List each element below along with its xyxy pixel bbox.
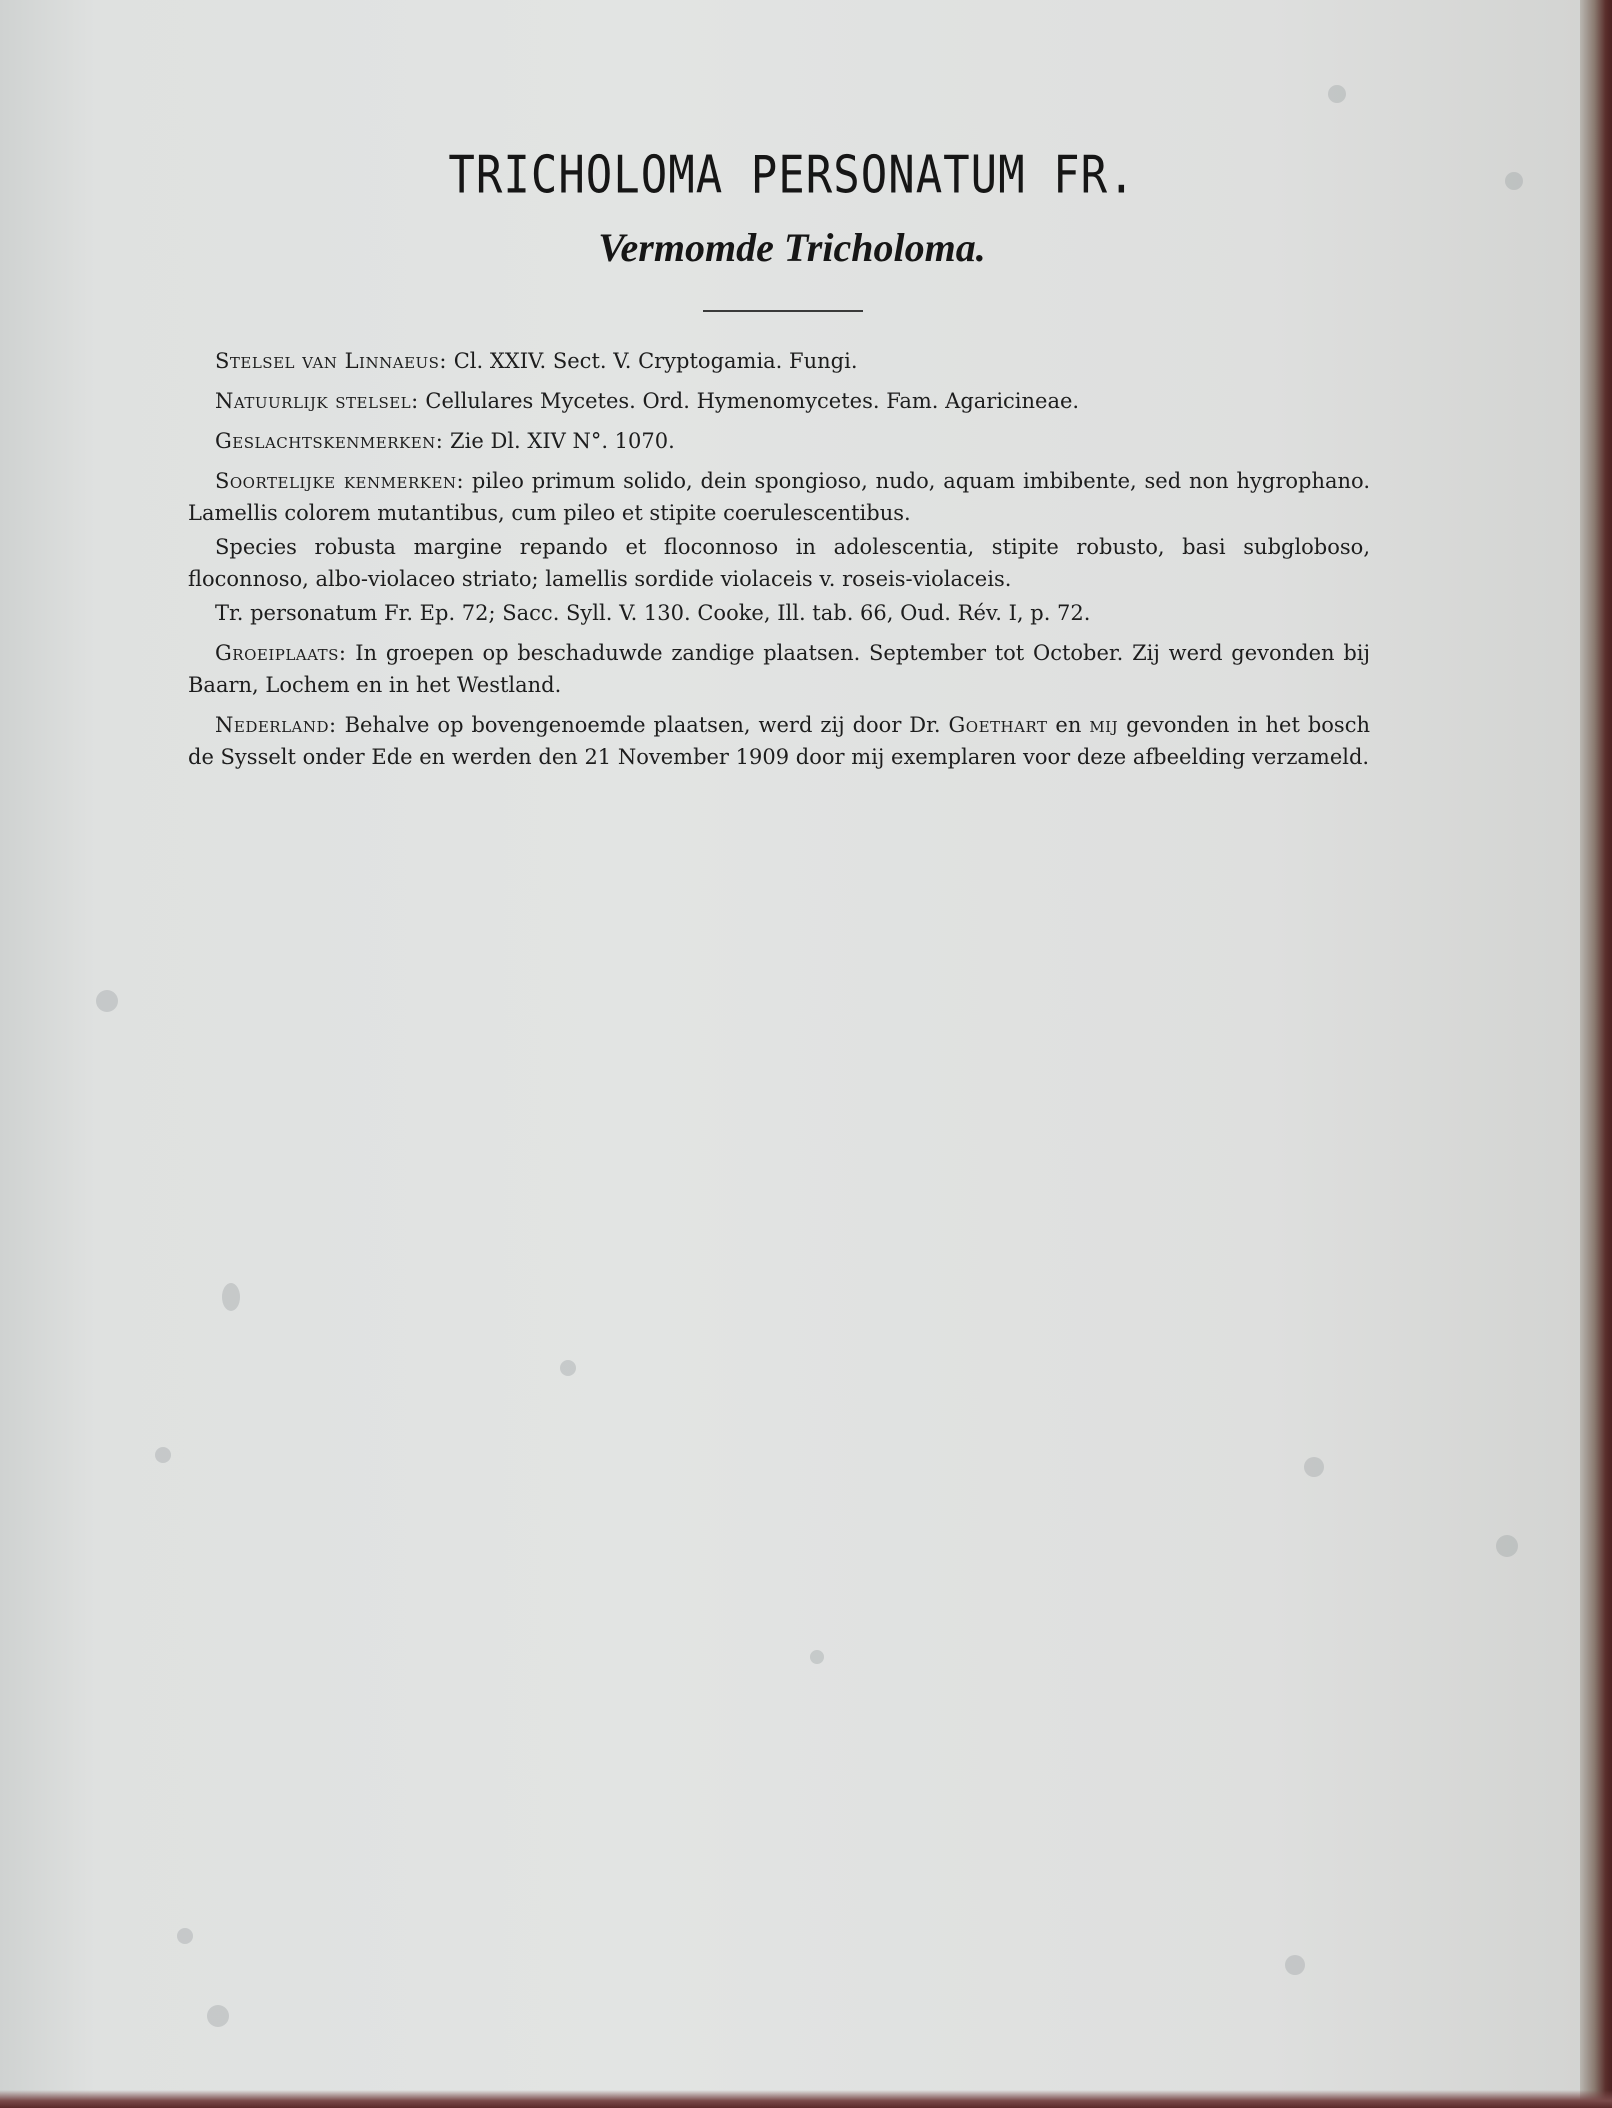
paragraph-linnaeus [188,345,1370,377]
paragraph-species [188,531,1370,595]
paragraph-references [188,597,1370,629]
foxing-spot [560,1360,576,1376]
label-soortelijke-kenmerken: Soortelijke kenmerken: [215,469,465,493]
text-soortelijke-kenmerken: pileo primum solido, dein spongioso, nudo, aquam imbibente, sed non hygrophano. Lamellis colorem mutantibus, cum pileo et stipite coerulescentibus. [188,469,1370,525]
foxing-spot [155,1447,171,1463]
text-geslachtskenmerken: Zie Dl. XIV N°. 1070. [443,429,675,453]
foxing-spot [1328,85,1346,103]
paragraph-groeiplaats [188,637,1370,701]
name-goethart: Goethart [948,713,1048,737]
text-natuurlijk-stelsel: Cellulares Mycetes. Ord. Hymenomycetes. Fam. Agaricineae. [418,389,1080,413]
foxing-spot [1496,1535,1518,1557]
paragraph-soortelijke-kenmerken [188,465,1370,529]
description-body [188,345,1370,781]
foxing-spot [207,2005,229,2027]
page-title: TRICHOLOMA PERSONATUM FR. [448,145,1136,206]
foxing-spot [222,1283,240,1311]
book-bottom-edge [0,2090,1612,2108]
label-natuurlijk-stelsel: Natuurlijk stelsel: [215,389,419,413]
label-linnaeus: Stelsel van Linnaeus: [215,349,448,373]
text-references: Tr. personatum Fr. Ep. 72; Sacc. Syll. V. 130. Cooke, Ill. tab. 66, Oud. Rév. I, p. 72. [215,601,1091,625]
book-cover-edge [1580,0,1612,2108]
text-groeiplaats: In groepen op beschaduwde zandige plaatsen. September tot October. Zij werd gevonden bij Baarn, Lochem en in het Westland. [188,641,1370,697]
foxing-spot [1285,1955,1305,1975]
text-species: Species robusta margine repando et floconnoso in adolescentia, stipite robusto, basi subgloboso, floconnoso, albo-violaceo striato; lamellis sordide violaceis v. roseis-violaceis. [188,535,1370,591]
text-nederland-1: Behalve op bovengenoemde plaatsen, werd zij door Dr. [336,713,949,737]
text-nederland-3: gevonden in het bosch de Sysselt onder Ede en werden den 21 November 1909 door mij exemplaren voor deze afbeelding verzameld. [188,713,1370,769]
paragraph-natuurlijk-stelsel [188,385,1370,417]
text-linnaeus: Cl. XXIV. Sect. V. Cryptogamia. Fungi. [447,349,858,373]
page-subtitle: Vermomde Tricholoma. [598,225,986,270]
label-groeiplaats: Groeiplaats: [215,641,347,665]
foxing-spot [177,1928,193,1944]
label-nederland: Nederland: [215,713,337,737]
foxing-spot [1304,1457,1324,1477]
label-geslachtskenmerken: Geslachtskenmerken: [215,429,444,453]
text-nederland-2: en [1047,713,1090,737]
paragraph-geslachtskenmerken [188,425,1370,457]
word-mij: mij [1089,713,1119,737]
title-divider [703,310,863,312]
foxing-spot [96,990,118,1012]
foxing-spot [810,1650,824,1664]
paragraph-nederland [188,709,1370,773]
